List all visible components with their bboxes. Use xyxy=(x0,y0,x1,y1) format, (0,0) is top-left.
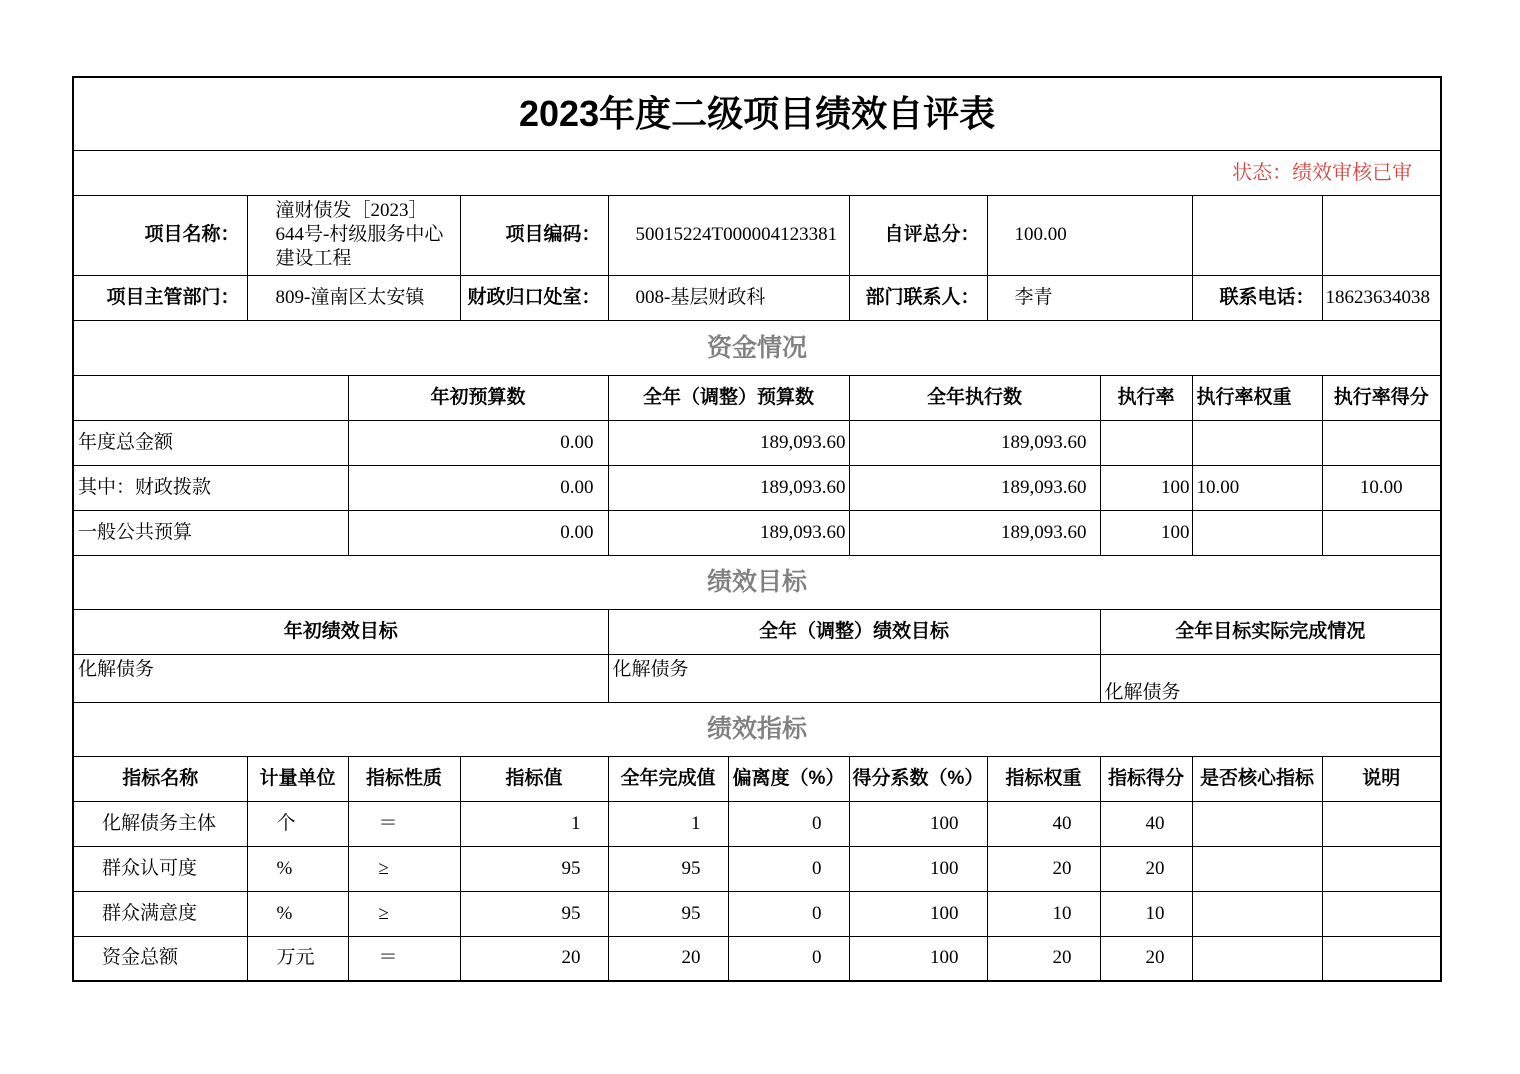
actual-completion-text: 化解债务 xyxy=(1100,654,1441,702)
indicator-note xyxy=(1322,846,1441,891)
funds-section-row xyxy=(73,320,1441,375)
funds-header-initial-budget: 年初预算数 xyxy=(348,375,608,420)
indicator-header-name: 指标名称 xyxy=(73,756,247,801)
phone-value: 18623634038 xyxy=(1322,275,1441,320)
indicators-header-row xyxy=(73,756,1441,801)
indicator-score: 20 xyxy=(1100,936,1192,981)
indicator-note xyxy=(1322,936,1441,981)
indicator-weight: 40 xyxy=(987,801,1100,846)
indicator-header-unit: 计量单位 xyxy=(247,756,348,801)
indicator-name: 群众认可度 xyxy=(73,846,247,891)
funds-header-rate-score: 执行率得分 xyxy=(1322,375,1441,420)
indicator-header-actual: 全年完成值 xyxy=(608,756,728,801)
indicator-header-weight: 指标权重 xyxy=(987,756,1100,801)
indicator-weight: 10 xyxy=(987,891,1100,936)
blank-cell xyxy=(1322,195,1441,275)
funds-header-rate-weight: 执行率权重 xyxy=(1192,375,1322,420)
indicator-deviation: 0 xyxy=(728,936,849,981)
funds-rate-weight xyxy=(1192,510,1322,555)
indicator-name: 化解债务主体 xyxy=(73,801,247,846)
funds-row-label: 其中：财政拨款 xyxy=(73,465,348,510)
indicator-header-note: 说明 xyxy=(1322,756,1441,801)
self-evaluation-table xyxy=(72,76,1442,982)
indicator-unit: 万元 xyxy=(247,936,348,981)
goals-header-row xyxy=(73,609,1441,654)
indicator-unit: 个 xyxy=(247,801,348,846)
contact-label: 部门联系人： xyxy=(849,275,987,320)
indicator-header-nature: 指标性质 xyxy=(348,756,460,801)
indicator-row xyxy=(73,846,1441,891)
indicator-coefficient: 100 xyxy=(849,936,987,981)
indicator-nature: ≥ xyxy=(348,891,460,936)
indicator-target: 20 xyxy=(460,936,608,981)
indicator-row xyxy=(73,801,1441,846)
indicator-deviation: 0 xyxy=(728,801,849,846)
goals-header-adjusted: 全年（调整）绩效目标 xyxy=(608,609,1100,654)
indicator-deviation: 0 xyxy=(728,891,849,936)
contact-value: 李青 xyxy=(987,275,1192,320)
indicator-header-target: 指标值 xyxy=(460,756,608,801)
funds-executed: 189,093.60 xyxy=(849,465,1100,510)
indicator-target: 95 xyxy=(460,891,608,936)
department-label: 项目主管部门： xyxy=(73,275,247,320)
indicator-name: 群众满意度 xyxy=(73,891,247,936)
project-code-value: 50015224T000004123381 xyxy=(608,195,849,275)
department-info-row xyxy=(73,275,1441,320)
project-name-value: 潼财债发［2023］644号-村级服务中心建设工程 xyxy=(247,195,460,275)
self-score-value: 100.00 xyxy=(987,195,1192,275)
indicator-core xyxy=(1192,846,1322,891)
indicator-coefficient: 100 xyxy=(849,801,987,846)
status-row xyxy=(73,150,1441,195)
indicators-section-title: 绩效指标 xyxy=(73,702,1441,756)
indicator-score: 20 xyxy=(1100,846,1192,891)
funds-rate-score xyxy=(1322,510,1441,555)
funds-row xyxy=(73,510,1441,555)
indicators-section-row xyxy=(73,702,1441,756)
phone-label: 联系电话： xyxy=(1192,275,1322,320)
indicator-actual: 1 xyxy=(608,801,728,846)
indicator-header-score: 指标得分 xyxy=(1100,756,1192,801)
indicator-header-coefficient: 得分系数（%） xyxy=(849,756,987,801)
funds-rate-score: 10.00 xyxy=(1322,465,1441,510)
funds-executed: 189,093.60 xyxy=(849,420,1100,465)
indicator-coefficient: 100 xyxy=(849,891,987,936)
goals-header-actual: 全年目标实际完成情况 xyxy=(1100,609,1441,654)
funds-row-label: 一般公共预算 xyxy=(73,510,348,555)
project-info-row xyxy=(73,195,1441,275)
goals-content-row xyxy=(73,654,1441,702)
self-score-label: 自评总分： xyxy=(849,195,987,275)
initial-goal-text: 化解债务 xyxy=(73,654,608,702)
funds-executed: 189,093.60 xyxy=(849,510,1100,555)
funds-rate-weight: 10.00 xyxy=(1192,465,1322,510)
indicator-nature: ≥ xyxy=(348,846,460,891)
funds-initial-budget: 0.00 xyxy=(348,420,608,465)
indicator-header-deviation: 偏离度（%） xyxy=(728,756,849,801)
project-name-label: 项目名称： xyxy=(73,195,247,275)
indicator-score: 40 xyxy=(1100,801,1192,846)
project-code-label: 项目编码： xyxy=(460,195,608,275)
funds-initial-budget: 0.00 xyxy=(348,465,608,510)
indicator-unit: % xyxy=(247,846,348,891)
funds-execution-rate: 100 xyxy=(1100,510,1192,555)
funds-rate-score xyxy=(1322,420,1441,465)
indicator-actual: 95 xyxy=(608,891,728,936)
indicator-note xyxy=(1322,801,1441,846)
funds-header-adjusted-budget: 全年（调整）预算数 xyxy=(608,375,849,420)
finance-office-label: 财政归口处室： xyxy=(460,275,608,320)
funds-header-blank xyxy=(73,375,348,420)
indicator-nature: ＝ xyxy=(348,801,460,846)
indicator-weight: 20 xyxy=(987,846,1100,891)
indicator-actual: 20 xyxy=(608,936,728,981)
funds-adjusted-budget: 189,093.60 xyxy=(608,465,849,510)
funds-execution-rate xyxy=(1100,420,1192,465)
indicator-deviation: 0 xyxy=(728,846,849,891)
goals-section-title: 绩效目标 xyxy=(73,555,1441,609)
funds-row xyxy=(73,420,1441,465)
indicator-row xyxy=(73,936,1441,981)
funds-header-execution-rate: 执行率 xyxy=(1100,375,1192,420)
indicator-note xyxy=(1322,891,1441,936)
indicator-unit: % xyxy=(247,891,348,936)
indicator-coefficient: 100 xyxy=(849,846,987,891)
funds-header-row xyxy=(73,375,1441,420)
title-row xyxy=(73,77,1441,150)
indicator-target: 1 xyxy=(460,801,608,846)
funds-adjusted-budget: 189,093.60 xyxy=(608,510,849,555)
indicator-weight: 20 xyxy=(987,936,1100,981)
status-badge: 状态：绩效审核已审 xyxy=(73,150,1441,195)
funds-row-label: 年度总金额 xyxy=(73,420,348,465)
indicator-nature: ＝ xyxy=(348,936,460,981)
funds-row xyxy=(73,465,1441,510)
page-title: 2023年度二级项目绩效自评表 xyxy=(73,77,1441,150)
indicator-row xyxy=(73,891,1441,936)
indicator-target: 95 xyxy=(460,846,608,891)
blank-cell xyxy=(1192,195,1322,275)
indicator-actual: 95 xyxy=(608,846,728,891)
funds-execution-rate: 100 xyxy=(1100,465,1192,510)
finance-office-value: 008-基层财政科 xyxy=(608,275,849,320)
indicator-core xyxy=(1192,936,1322,981)
indicator-header-core: 是否核心指标 xyxy=(1192,756,1322,801)
goals-section-row xyxy=(73,555,1441,609)
adjusted-goal-text: 化解债务 xyxy=(608,654,1100,702)
funds-initial-budget: 0.00 xyxy=(348,510,608,555)
funds-header-executed: 全年执行数 xyxy=(849,375,1100,420)
indicator-core xyxy=(1192,801,1322,846)
funds-adjusted-budget: 189,093.60 xyxy=(608,420,849,465)
department-value: 809-潼南区太安镇 xyxy=(247,275,460,320)
indicator-score: 10 xyxy=(1100,891,1192,936)
goals-header-initial: 年初绩效目标 xyxy=(73,609,608,654)
indicator-core xyxy=(1192,891,1322,936)
indicator-name: 资金总额 xyxy=(73,936,247,981)
funds-section-title: 资金情况 xyxy=(73,320,1441,375)
funds-rate-weight xyxy=(1192,420,1322,465)
